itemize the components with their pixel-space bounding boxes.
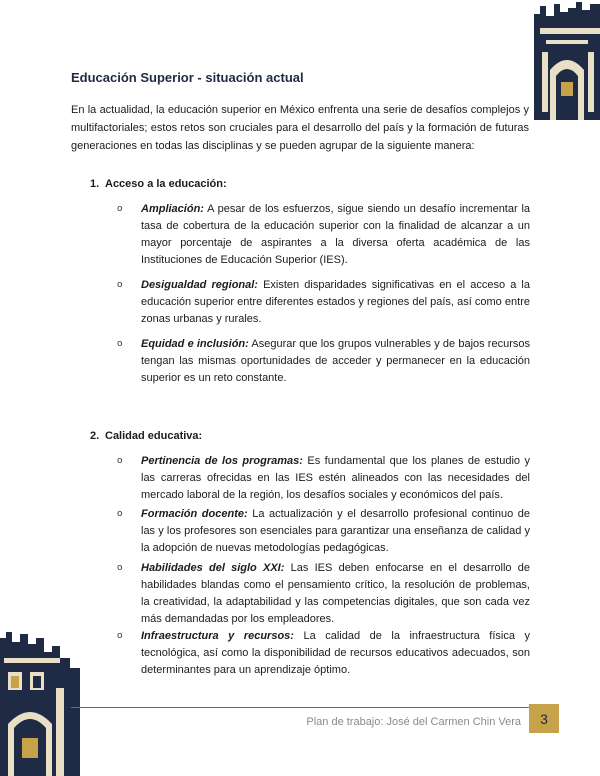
footer-text: Plan de trabajo: José del Carmen Chin Vera: [306, 716, 521, 728]
section-heading-access: [90, 178, 227, 190]
item-term: Equidad e inclusión:: [141, 338, 249, 350]
list-item-habilidades: [117, 560, 530, 628]
bullet-marker: o: [117, 204, 123, 214]
intro-paragraph: En la actualidad, la educación superior en México enfrenta una serie de desafíos complejos y multifactoriales; estos retos son cruciales para el desarrollo del país y la formación de futuras generaciones en todas las disciplinas y se pueden agrupar de la siguiente manera:: [71, 104, 529, 152]
list-item-equidad: [117, 336, 530, 387]
section-number: 2.: [90, 430, 100, 442]
item-description: La calidad de la infraestructura física y tecnológica, así como la disponibilidad de recursos educativos adecuados, son determinantes para un aprendizaje óptimo.: [141, 630, 531, 676]
section-heading-text: Calidad educativa:: [105, 430, 203, 442]
list-item-ampliacion: [117, 201, 530, 269]
item-term: Desigualdad regional:: [141, 279, 258, 291]
section-number: 1.: [90, 178, 100, 190]
section-title: Educación Superior - situación actual: [71, 70, 304, 85]
bullet-marker: o: [117, 280, 123, 290]
section-heading-quality: [90, 430, 202, 442]
page-number-badge: [529, 704, 559, 733]
list-item-desigualdad: [117, 277, 530, 328]
list-item-pertinencia: [117, 453, 530, 504]
item-term: Formación docente:: [141, 508, 248, 520]
item-term: Ampliación:: [141, 203, 204, 215]
list-item-formacion: [117, 506, 531, 557]
item-description: A pesar de los esfuerzos, sigue siendo un desafío incrementar la tasa de cobertura de la educación superior con la finalidad de alcanzar a un mayor porcentaje de aspirantes a la diversa oferta académica de las Instituciones de Educación Superior (IES).: [141, 203, 530, 266]
bullet-marker: o: [117, 509, 123, 519]
list-item-infraestructura: [117, 628, 531, 679]
bullet-marker: o: [117, 563, 123, 573]
item-term: Pertinencia de los programas:: [141, 455, 303, 467]
building-decoration-bottom: [0, 628, 80, 776]
item-term: Habilidades del siglo XXI:: [141, 562, 285, 574]
item-description: Las IES deben enfocarse en el desarrollo de habilidades blandas como el pensamiento crítico, la resolución de problemas, la creatividad, la adaptabilidad y las competencias digitales, que son cada vez más demandadas por los empleadores.: [141, 562, 530, 625]
item-description: Existen disparidades significativas en el acceso a la educación superior entre diferentes estados y regiones del país, así como entre zonas urbanas y rurales.: [141, 279, 530, 325]
footer-divider: [71, 707, 529, 708]
item-description: Es fundamental que los planes de estudio y las carreras ofrecidas en las IES estén alineados con las necesidades del mercado laboral de la región, los desafíos sociales y económicos del país.: [141, 455, 530, 501]
bullet-marker: o: [117, 339, 123, 349]
section-heading-text: Acceso a la educación:: [105, 178, 227, 190]
bullet-marker: o: [117, 456, 123, 466]
item-term: Infraestructura y recursos:: [141, 630, 294, 642]
item-description: Asegurar que los grupos vulnerables y de bajos recursos tengan las mismas oportunidades de acceder y permanecer en la educación superior es un reto constante.: [141, 338, 530, 384]
building-decoration-top: [534, 0, 600, 120]
item-description: La actualización y el desarrollo profesional continuo de las y los profesores son esenciales para garantizar una enseñanza de calidad y la adopción de nuevas metodologías pedagógicas.: [141, 508, 531, 554]
page-number: 3: [540, 710, 548, 727]
bullet-marker: o: [117, 631, 123, 641]
